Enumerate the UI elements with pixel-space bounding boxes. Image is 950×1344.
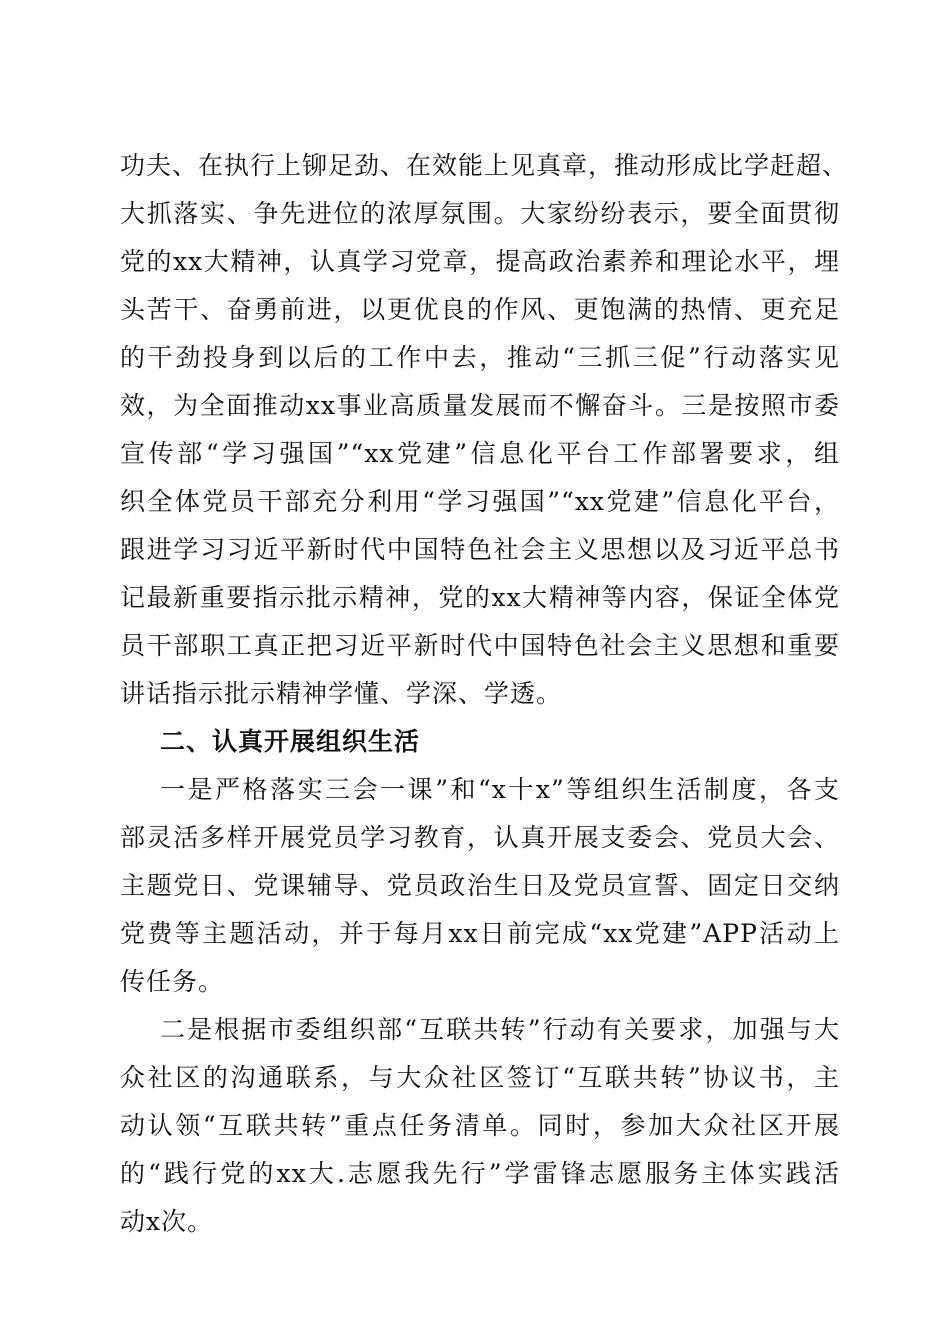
text-line: 效，为全面推动xx事业高质量发展而不懈奋斗。三是按照市委 — [120, 391, 840, 420]
text-line: 跟进学习习近平新时代中国特色社会主义思想以及习近平总书 — [120, 535, 840, 564]
text-line: 宣传部“学习强国”“xx党建”信息化平台工作部署要求，组 — [120, 439, 840, 468]
text-line: 一是严格落实三会一课”和“x十x”等组织生活制度，各支 — [160, 775, 840, 804]
text-line: 的干劲投身到以后的工作中去，推动“三抓三促”行动落实见 — [120, 343, 840, 372]
paragraph-1 — [120, 142, 849, 718]
text-line: 员干部职工真正把习近平新时代中国特色社会主义思想和重要 — [120, 631, 840, 660]
section-heading: 二、认真开展组织生活 — [160, 727, 421, 756]
paragraph-3 — [120, 1006, 840, 1246]
text-line: 动认领“互联共转”重点任务清单。同时，参加大众社区开展 — [120, 1111, 840, 1140]
text-line: 部灵活多样开展党员学习教育，认真开展支委会、党员大会、 — [120, 823, 840, 852]
text-line: 动x次。 — [120, 1207, 214, 1236]
text-line: 主题党日、党课辅导、党员政治生日及党员宣誓、固定日交纳 — [120, 871, 840, 900]
text-line: 众社区的沟通联系，与大众社区签订“互联共转”协议书，主 — [120, 1063, 840, 1092]
text-line: 党的xx大精神，认真学习党章，提高政治素养和理论水平，埋 — [120, 247, 840, 276]
text-line: 党费等主题活动，并于每月xx日前完成“xx党建”APP活动上 — [120, 919, 840, 948]
text-line: 讲话指示批示精神学懂、学深、学透。 — [120, 679, 563, 708]
text-line: 记最新重要指示批示精神，党的xx大精神等内容，保证全体党 — [120, 583, 840, 612]
text-line: 二是根据市委组织部“互联共转”行动有关要求，加强与大 — [160, 1015, 840, 1044]
text-line: 的“践行党的xx大.志愿我先行”学雷锋志愿服务主体实践活 — [120, 1159, 840, 1188]
text-line: 功夫、在执行上铆足劲、在效能上见真章，推动形成比学赶超、 — [120, 151, 849, 180]
paragraph-2 — [120, 766, 840, 1006]
text-line: 织全体党员干部充分利用“学习强国”“xx党建”信息化平台， — [120, 487, 840, 516]
text-line: 传任务。 — [120, 967, 225, 996]
text-line: 大抓落实、争先进位的浓厚氛围。大家纷纷表示，要全面贯彻 — [120, 199, 840, 228]
document-body — [120, 142, 849, 1246]
text-line: 头苦干、奋勇前进，以更优良的作风、更饱满的热情、更充足 — [120, 295, 840, 324]
